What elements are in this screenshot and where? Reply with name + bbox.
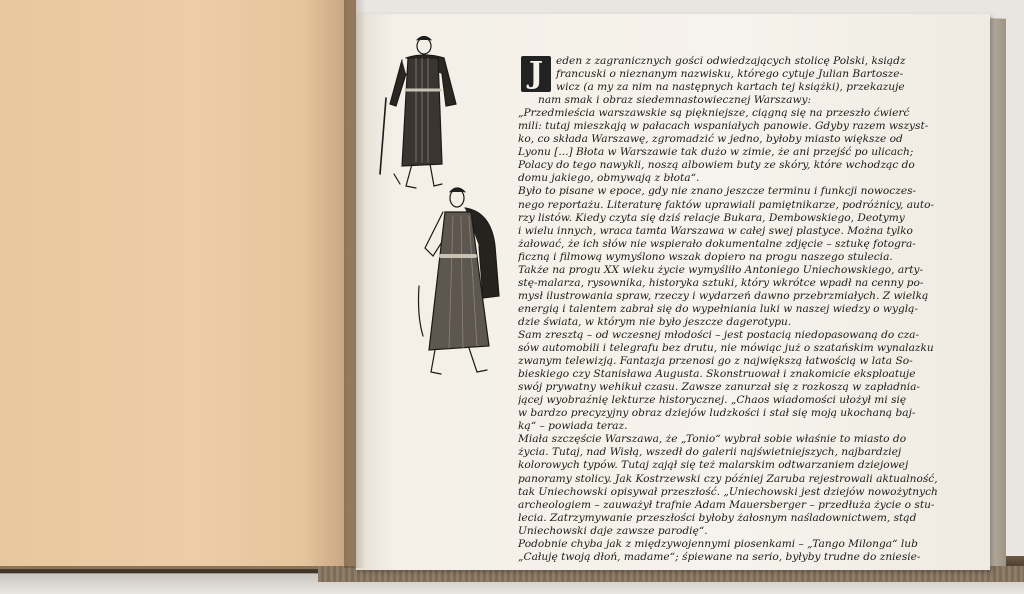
text-line: bieskiego czy Stanisława Augusta. Skonstruował i znakomicie eksploatuje xyxy=(518,368,916,381)
text-line: Miała szczęście Warszawa, że „Tonio“ wybrał sobie właśnie to miasto do xyxy=(518,433,907,446)
text-line: ką“ – powiada teraz. xyxy=(518,420,628,433)
text-line: tak Uniechowski opisywał przeszłość. „Uniechowski jest dziejów nowożytnych xyxy=(518,485,938,498)
illustration-nobleman xyxy=(372,34,468,194)
text-line: mili: tutaj mieszkają w pałacach wspaniałych panowie. Gdyby razem wszyst- xyxy=(518,120,929,133)
text-line: lecia. Zatrzymywanie przeszłości byłoby żałosnym naśladownictwem, stąd xyxy=(518,511,917,524)
text-line: panoramy stolicy. Jak Kostrzewski czy później Zaruba rejestrowali aktualność, xyxy=(518,472,938,485)
text-line: eden z zagranicznych gości odwiedzających stolicę Polski, ksiądz xyxy=(556,55,906,67)
text-line: energią i talentem zabrał się do wypełniania luki w naszej wiedzy o wyglą- xyxy=(518,302,919,315)
text-line: „Całuję twoją dłoń, madame“; śpiewane na serio, byłyby trudne do zniesie- xyxy=(518,550,921,563)
text-line: życia. Tutaj, nad Wisłą, wszedł do galerii najświetniejszych, najbardziej xyxy=(518,446,902,459)
text-line: rzy listów. Kiedy czyta się dziś relacje Bukara, Dembowskiego, Deotymy xyxy=(518,211,905,224)
text-line: domu jakiego, obmywają z błota“. xyxy=(518,172,700,185)
text-line: jącej wyobraźnię lekturze historycznej. „Chaos wiadomości ułożył mi się xyxy=(518,394,907,407)
text-line: Polacy do tego nawykli, noszą albowiem buty ze skóry, które wchodząc do xyxy=(518,159,915,172)
text-line: kolorowych typów. Tutaj zajął się też malarskim odtwarzaniem dziejowej xyxy=(518,459,909,472)
text-line: Także na progu XX wieku życie wymyśliło Antoniego Uniechowskiego, arty- xyxy=(518,263,924,276)
text-line: ko, co składa Warszawę, zgromadzić w jedno, byłoby miasto większe od xyxy=(518,133,903,146)
text-line: swój prywatny wehikuł czasu. Zawsze zanurzał się z rozkoszą w zapładnia- xyxy=(518,381,920,394)
drop-cap-initial: J xyxy=(521,56,551,92)
text-line: żałować, że ich słów nie wspierało dokumentalne zdjęcie – sztukę fotogra- xyxy=(518,237,916,250)
text-line: Uniechowski daje zawsze parodię“. xyxy=(518,524,708,537)
text-line: i wielu innych, wraca tamta Warszawa w całej swej plastyce. Można tylko xyxy=(518,224,913,237)
text-line: zwanym telewizją. Fantazja przenosi go z największą łatwością w lata So- xyxy=(518,355,913,368)
text-line: archeologiem – zauważył trafnie Adam Mauersberger – przedłuża życie o stu- xyxy=(518,498,935,511)
text-line: wicz (a my za nim na następnych kartach tej książki), przekazuje xyxy=(556,81,905,94)
text-line: nego reportażu. Literaturę faktów uprawiali pamiętnikarze, podróżnicy, auto- xyxy=(518,198,935,211)
text-line: mysł ilustrowania spraw, rzeczy i wydarzeń dawno przebrzmiałych. Z wielką xyxy=(518,289,929,302)
text-line: ficzną i filmową wymyślono wszak dopiero na progu naszego stulecia. xyxy=(518,250,893,263)
text-line: sów automobili i telegrafu bez drutu, nie mówiąc już o szatańskim wynalazku xyxy=(518,342,934,355)
text-line: francuski o nieznanym nazwisku, którego cytuje Julian Bartosze- xyxy=(556,68,904,81)
text-line: w bardzo precyzyjny obraz dziejów ludzkości i stał się moją ukochaną baj- xyxy=(518,407,916,420)
text-line: „Przedmieścia warszawskie są piękniejsze, ciągną się na przeszło ćwierć xyxy=(518,107,910,120)
left-page xyxy=(0,0,356,569)
text-line: dzie świata, w którym nie było jeszcze dagerotypu. xyxy=(518,315,792,328)
text-line: Sam zresztą – od wczesnej młodości – jest postacią niedopasowaną do cza- xyxy=(518,328,920,341)
text-line: stę-malarza, rysownika, historyka sztuki, który wkrótce wpadł na cenny po- xyxy=(518,276,924,289)
book-gutter xyxy=(344,0,366,568)
text-line: Lyonu [...] Błota w Warszawie tak dużo w zimie, że ani przejść po ulicach; xyxy=(518,146,914,159)
page-text xyxy=(518,55,966,564)
text-line: Było to pisane w epoce, gdy nie znano jeszcze terminu i funkcji nowoczes- xyxy=(518,185,917,198)
illustration-nobleman-sash xyxy=(395,186,515,382)
text-line: Podobnie chyba jak z międzywojennymi piosenkami – „Tango Milonga“ lub xyxy=(518,537,918,550)
text-line: nam smak i obraz siedemnastowiecznej Warszawy: xyxy=(538,94,812,107)
